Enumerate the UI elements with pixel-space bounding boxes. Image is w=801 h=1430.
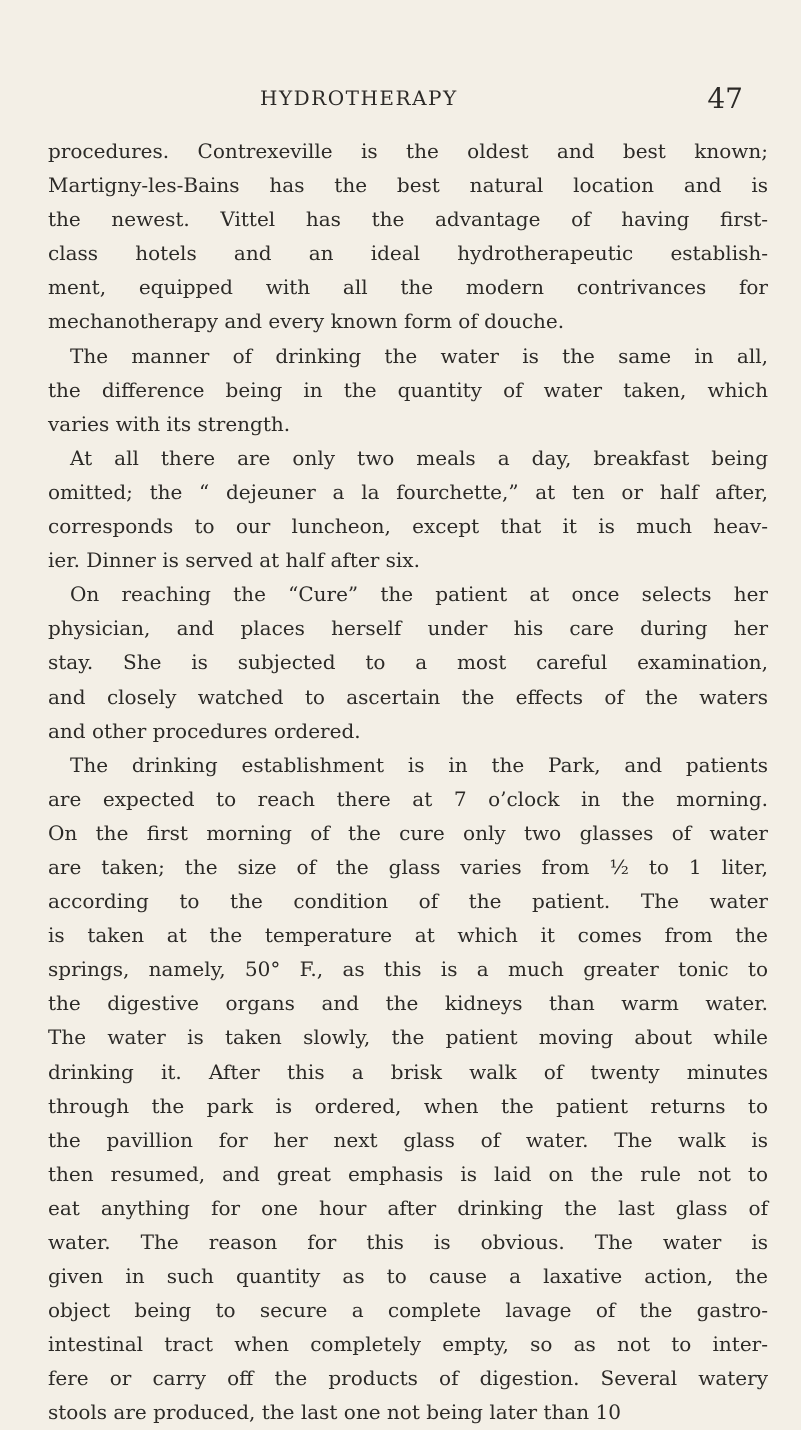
text-line: eat anything for one hour after drinking the last glass of [48,1195,768,1220]
text-line: physician, and places herself under his care during her [48,616,768,641]
text-line: through the park is ordered, when the patient returns to [48,1093,768,1118]
text-line: The manner of drinking the water is the same in all, [70,343,768,368]
text-line: the pavillion for her next glass of water. The walk is [48,1127,768,1152]
running-title: HYDROTHERAPY [260,86,458,110]
text-line: fere or carry off the products of digestion. Several watery [48,1366,768,1391]
text-line: and other procedures ordered. [48,718,361,743]
text-line: drinking it. After this a brisk walk of twenty minutes [48,1059,768,1084]
text-line: class hotels and an ideal hydrotherapeutic establish- [48,241,768,266]
text-line: At all there are only two meals a day, breakfast being [70,445,768,470]
text-line: the difference being in the quantity of water taken, which [48,377,768,402]
text-line: On reaching the “Cure” the patient at once selects her [70,582,768,607]
text-line: the newest. Vittel has the advantage of having first- [48,207,768,232]
text-line: according to the condition of the patient. The water [48,889,768,914]
text-line: water. The reason for this is obvious. The water is [48,1230,768,1254]
body-text [48,134,768,1430]
text-line: stools are produced, the last one not being later than 10 [48,1400,621,1425]
text-line: mechanotherapy and every known form of douche. [48,309,565,334]
running-head [0,82,801,116]
text-line: Martigny-les-Bains has the best natural location and is [48,173,768,198]
text-line: the digestive organs and the kidneys than warm water. [48,991,768,1016]
text-line: is taken at the temperature at which it comes from the [48,923,768,948]
text-line: procedures. Contrexeville is the oldest and best known; [48,139,768,163]
text-line: ment, equipped with all the modern contrivances for [48,275,768,300]
text-line: given in such quantity as to cause a laxative action, the [48,1264,768,1289]
text-line: then resumed, and great emphasis is laid on the rule not to [48,1161,768,1186]
text-line: intestinal tract when completely empty, so as not to inter- [48,1332,768,1357]
text-line: stay. She is subjected to a most careful examination, [48,650,768,675]
text-line: springs, namely, 50° F., as this is a much greater tonic to [48,957,768,982]
text-line: object being to secure a complete lavage of the gastro- [48,1298,768,1323]
text-line: ier. Dinner is served at half after six. [48,548,420,573]
text-line: On the first morning of the cure only two glasses of water [48,820,768,845]
text-line: The water is taken slowly, the patient moving about while [48,1025,768,1050]
text-line: corresponds to our luncheon, except that it is much heav- [48,514,768,539]
text-line: varies with its strength. [48,411,291,436]
text-line: and closely watched to ascertain the effects of the waters [48,684,768,709]
text-line: The drinking establishment is in the Park, and patients [70,752,768,777]
text-line: are taken; the size of the glass varies from ½ to 1 liter, [48,854,768,879]
text-line: omitted; the “ dejeuner a la fourchette,” at ten or half after, [48,479,768,504]
text-line: are expected to reach there at 7 o’clock in the morning. [48,786,768,811]
page-number: 47 [707,82,743,115]
